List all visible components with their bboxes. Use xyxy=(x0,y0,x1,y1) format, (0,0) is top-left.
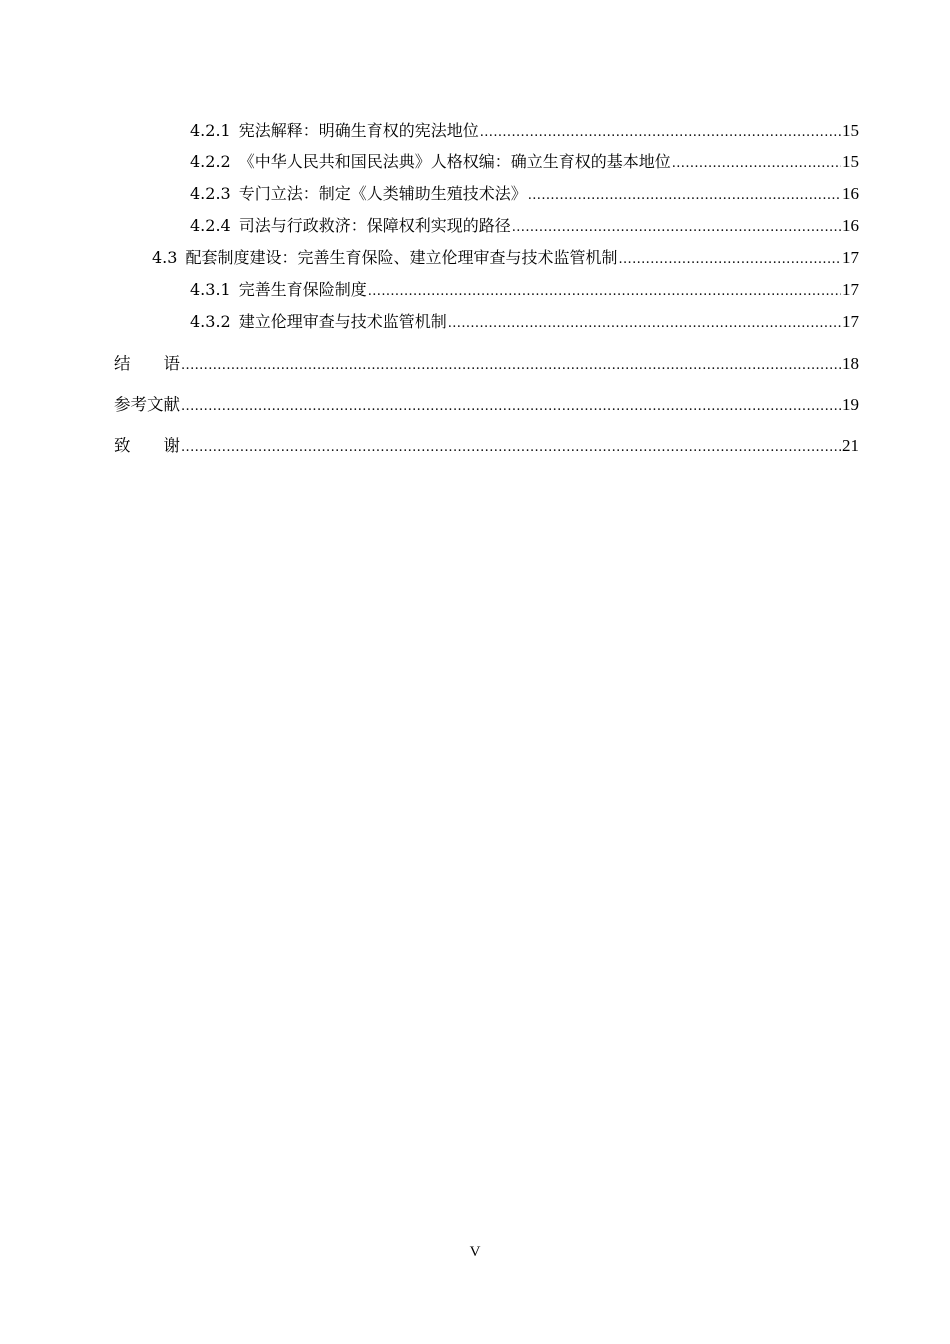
toc-entry-title: 建立伦理审查与技术监管机制 xyxy=(238,312,447,331)
dot-leader xyxy=(672,154,841,174)
toc-entry-page: 16 xyxy=(842,184,859,203)
toc-entry-number: 4.2.4 xyxy=(190,216,231,235)
toc-entry-title: 专门立法：制定《人类辅助生殖技术法》 xyxy=(238,184,527,203)
toc-entry-number: 4.3 xyxy=(152,248,178,267)
toc-entry-title: 宪法解释：明确生育权的宪法地位 xyxy=(238,121,479,140)
dot-leader xyxy=(618,250,841,270)
toc-entry-page: 19 xyxy=(842,395,859,414)
toc-entry-page: 21 xyxy=(842,436,859,455)
toc-entry-4-2-1[interactable] xyxy=(190,121,859,141)
toc-entry-title: 司法与行政救济：保障权利实现的路径 xyxy=(238,216,511,235)
toc-entry-4-2-2[interactable] xyxy=(190,152,859,172)
toc-entry-title: 结 语 xyxy=(114,354,180,373)
dot-leader xyxy=(181,438,841,458)
dot-leader xyxy=(448,314,841,334)
dot-leader xyxy=(512,218,841,238)
dot-leader xyxy=(368,282,841,302)
toc-entry-acknowledgements[interactable] xyxy=(114,436,859,456)
toc-entry-4-2-3[interactable] xyxy=(190,184,859,204)
toc-entry-number: 4.2.2 xyxy=(190,152,231,171)
toc-entry-4-3[interactable] xyxy=(152,248,859,268)
toc-entry-page: 17 xyxy=(842,280,859,299)
toc-entry-conclusion[interactable] xyxy=(114,354,859,374)
dot-leader xyxy=(480,123,841,143)
toc-entry-number: 4.2.1 xyxy=(190,121,231,140)
toc-entry-references[interactable] xyxy=(114,395,859,415)
toc-entry-page: 17 xyxy=(842,312,859,331)
toc-entry-page: 17 xyxy=(842,248,859,267)
toc-entry-title: 完善生育保险制度 xyxy=(238,280,367,299)
toc-entry-page: 16 xyxy=(842,216,859,235)
page-number: V xyxy=(469,1244,481,1260)
dot-leader xyxy=(181,356,841,376)
toc-entry-title: 《中华人民共和国民法典》人格权编：确立生育权的基本地位 xyxy=(238,152,671,171)
toc-entry-page: 18 xyxy=(842,354,859,373)
toc-entry-number: 4.3.1 xyxy=(190,280,231,299)
toc-entry-4-3-1[interactable] xyxy=(190,280,859,300)
toc-entry-4-3-2[interactable] xyxy=(190,312,859,332)
toc-entry-title: 致 谢 xyxy=(114,436,180,455)
toc-entry-page: 15 xyxy=(842,121,859,140)
toc-entry-number: 4.2.3 xyxy=(190,184,231,203)
dot-leader xyxy=(528,186,841,206)
toc-entry-page: 15 xyxy=(842,152,859,171)
dot-leader xyxy=(181,397,841,417)
toc-entry-4-2-4[interactable] xyxy=(190,216,859,236)
toc-entry-number: 4.3.2 xyxy=(190,312,231,331)
toc-entry-title: 配套制度建设：完善生育保险、建立伦理审查与技术监管机制 xyxy=(185,248,618,267)
toc-entry-title: 参考文献 xyxy=(114,395,180,414)
